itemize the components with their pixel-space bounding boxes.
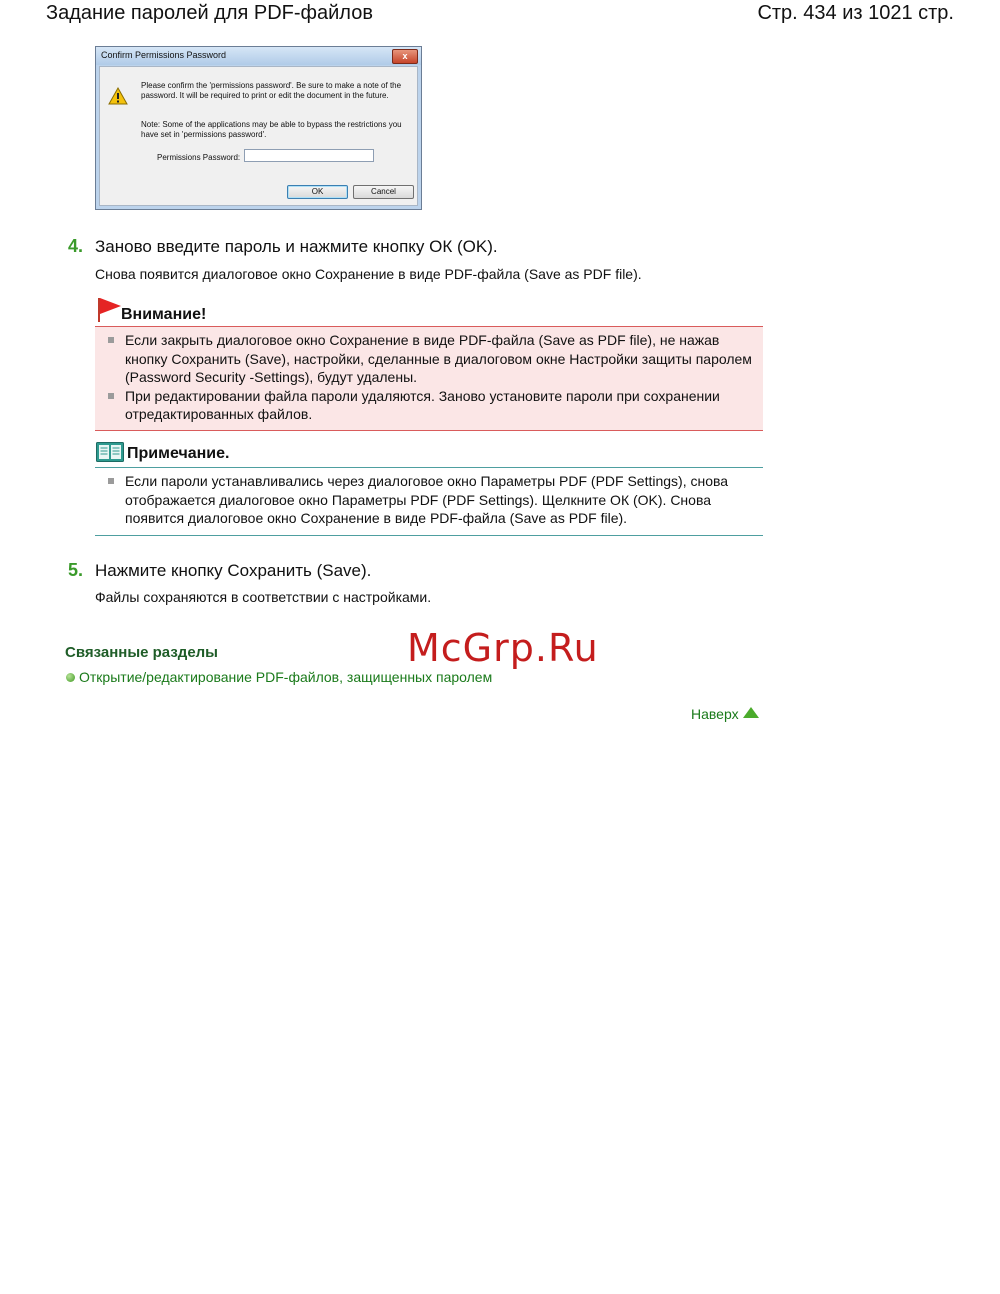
dialog-title: Confirm Permissions Password [101, 50, 227, 60]
permissions-password-label: Permissions Password: [157, 153, 241, 162]
related-link-text[interactable]: Открытие/редактирование PDF-файлов, защищенных паролем [79, 669, 493, 685]
list-item [105, 387, 753, 424]
list-item [105, 472, 753, 528]
back-to-top-link[interactable] [691, 706, 759, 722]
bullet-icon [108, 337, 114, 343]
step-5-description: Файлы сохраняются в соответствии с настройками. [95, 589, 432, 605]
note-box [95, 467, 763, 536]
permissions-password-input[interactable] [244, 149, 374, 162]
warning-icon [108, 87, 128, 105]
close-icon[interactable]: x [392, 49, 418, 64]
step-number: 4. [68, 236, 84, 256]
dialog-note: Note: Some of the applications may be able to bypass the restrictions you have set in 'permissions password'. [141, 120, 402, 139]
watermark: McGrp.Ru [407, 626, 599, 670]
bullet-icon [108, 393, 114, 399]
list-item [105, 331, 753, 387]
book-icon [96, 442, 124, 462]
page-counter: Стр. 434 из 1021 стр. [757, 2, 954, 24]
dialog-titlebar [96, 47, 421, 65]
back-to-top-label[interactable]: Наверх [691, 706, 739, 722]
flag-icon [97, 298, 121, 322]
list-item-text: При редактировании файла пароли удаляются. Заново установите пароли при сохранении отредактированных файлов. [125, 387, 720, 422]
step-number: 5. [68, 560, 84, 580]
dialog-message: Please confirm the 'permissions password'. Be sure to make a note of the password. It will be required to print or edit the document in the future. [141, 81, 402, 100]
list-item-text: Если закрыть диалоговое окно Сохранение в виде PDF-файла (Save as PDF file), не нажав кнопку Сохранить (Save), настройки, сделанные в диалоговом окне Настройки защиты паролем (Password Security -Settings), будут удалены. [125, 332, 752, 385]
note-title: Примечание. [127, 445, 230, 462]
caution-block [95, 298, 763, 431]
step-4 [68, 236, 498, 257]
step-heading: Заново введите пароль и нажмите кнопку ОК (OK). [95, 237, 498, 256]
confirm-permissions-dialog-screenshot [95, 46, 422, 210]
bullet-dot-icon [66, 673, 75, 682]
cancel-button[interactable]: Cancel [353, 185, 414, 199]
step-5 [68, 560, 371, 581]
bullet-icon [108, 478, 114, 484]
related-link[interactable] [66, 669, 492, 685]
ok-button[interactable]: OK [287, 185, 348, 199]
caution-header [95, 298, 763, 326]
step-heading: Нажмите кнопку Сохранить (Save). [95, 561, 372, 580]
list-item-text: Если пароли устанавливались через диалоговое окно Параметры PDF (PDF Settings), снова отображается диалоговое окно Параметры PDF (PDF Settings). Щелкните ОК (OK). Снова появится диалоговое окно Сохранение в виде PDF-файла (Save as PDF file). [125, 473, 729, 526]
step-4-description: Снова появится диалоговое окно Сохранение в виде PDF-файла (Save as PDF file). [95, 266, 642, 282]
arrow-up-icon[interactable] [743, 707, 759, 718]
note-block [95, 441, 763, 536]
page-title: Задание паролей для PDF-файлов [46, 2, 373, 24]
caution-box [95, 326, 763, 431]
note-header [95, 441, 763, 467]
dialog-body [99, 66, 418, 206]
related-sections-title: Связанные разделы [65, 644, 218, 661]
caution-title: Внимание! [121, 306, 207, 323]
